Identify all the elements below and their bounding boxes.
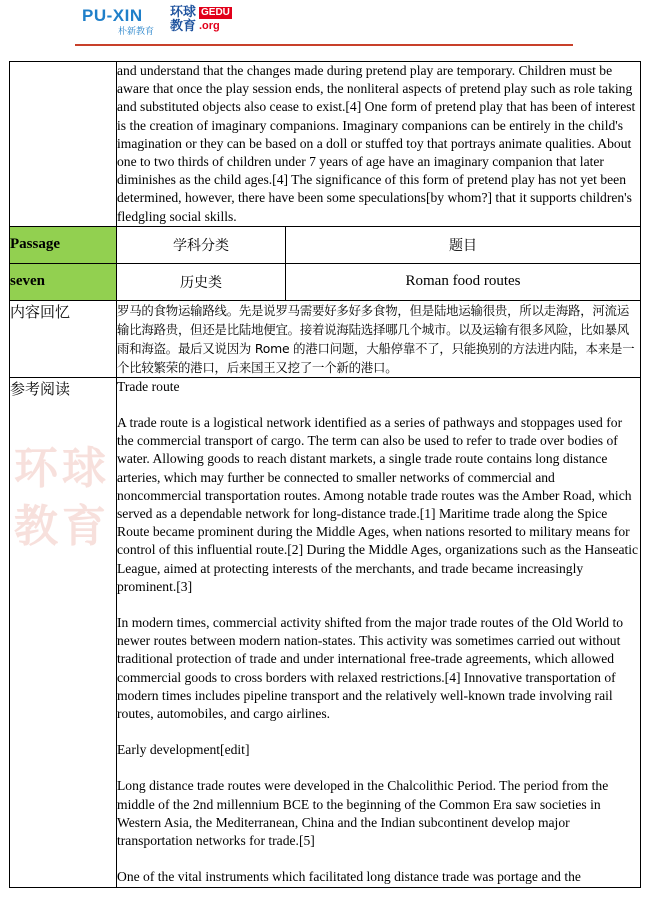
top-paragraph-row: [10, 62, 641, 227]
topic-value: Roman food routes: [286, 263, 641, 300]
empty-label-cell: [10, 62, 117, 227]
reading-paragraph: One of the vital instruments which facilitated long distance trade was portage and the: [117, 869, 581, 885]
recall-row: [10, 300, 641, 377]
gedu-logo-text: 环球教育: [170, 5, 197, 34]
page-header: [0, 0, 650, 46]
subject-value: 历史类: [117, 263, 286, 300]
header-divider: [75, 44, 573, 46]
puxin-logo-subtitle: 朴新教育: [118, 27, 155, 37]
top-paragraph: and understand that the changes made during pretend play are temporary. Children must be aware that once the play session ends, the nonliteral aspects of pretend play such as role taking and substituted objects also cease to exist.[4] One form of pretend play that has been of interest is the creation of imaginary companions. Imaginary companions can be entirely in the child's imagination or they can be based on a doll or stuffed toy that portrays animate qualities. About one to two thirds of children under 7 years of age have an imaginary companion that later diminishes as the child ages.[4] The significance of this form of pretend play has not yet been determined, however, there have been some speculations[by whom?] that it supports children's fledgling social skills.: [117, 62, 641, 227]
puxin-logo: PU-XIN: [82, 6, 143, 25]
passage-value-row: [10, 263, 641, 300]
reading-paragraph: A trade route is a logistical network identified as a series of pathways and stoppages used for the commercial transport of cargo. The term can also be used to refer to trade over bodies of water. Allowing goods to reach distant markets, a single trade route contains long distance arteries, which may further be connected to smaller networks of commercial and noncommercial transportation routes. Among notable trade routes was the Amber Road, which served as a dependable network for long-distance trade.[1] Maritime trade along the Spice Route became prominent during the Middle Ages, when nations resorted to military means for control of this influential route.[2] During the Middle Ages, organizations such as the Hanseatic League, aimed at protecting interests of the merchants, and trade became increasingly prominent.[3]: [117, 415, 639, 594]
passage-table: [9, 61, 641, 888]
gedu-logo-badge: GEDU: [201, 7, 230, 18]
reading-paragraph: Trade route: [117, 378, 180, 394]
passage-header-row: [10, 226, 641, 263]
passage-label-line1: Passage: [10, 226, 117, 263]
recall-label: 内容回忆: [10, 300, 117, 377]
recall-text: 罗马的食物运输路线。先是说罗马需要好多好多食物，但是陆地运输很贵，所以走海路，河流运输比海路贵，但还是比陆地便宜。接着说海陆选择哪几个城市。以及运输有很多风险，比如暴风雨和海盗。最后又说因为 Rome 的港口问题，大船停靠不了，只能换别的方法进内陆，本来是一个比较繁荣的港口，后来国王又挖了一个新的港口。: [117, 300, 641, 377]
gedu-logo-org: .org: [199, 20, 220, 32]
passage-label-line2: seven: [10, 263, 117, 300]
reading-body: [117, 377, 641, 887]
reading-paragraph: In modern times, commercial activity shifted from the major trade routes of the Old World to newer routes between modern nation-states. This activity was sometimes carried out without traditional protection of trade and under international free-trade agreements, which allowed commercial goods to cross borders with relaxed restrictions.[4] Innovative transportation of modern times includes pipeline transport and the relatively well-known trade involving rail routes, automobiles, and cargo airlines.: [117, 615, 624, 722]
reading-paragraph: Early development[edit]: [117, 742, 250, 758]
subject-header: 学科分类: [117, 226, 286, 263]
reading-row: [10, 377, 641, 887]
reading-paragraph: Long distance trade routes were developed in the Chalcolithic Period. The period from the middle of the 2nd millennium BCE to the beginning of the Common Era saw societies in Western Asia, the Mediterranean, China and the Indian subcontinent develop major transportation networks for trade.[5]: [117, 778, 609, 849]
watermark: 环球 教育: [14, 443, 110, 552]
topic-header: 题目: [286, 226, 641, 263]
reading-label: 参考阅读: [10, 377, 117, 887]
